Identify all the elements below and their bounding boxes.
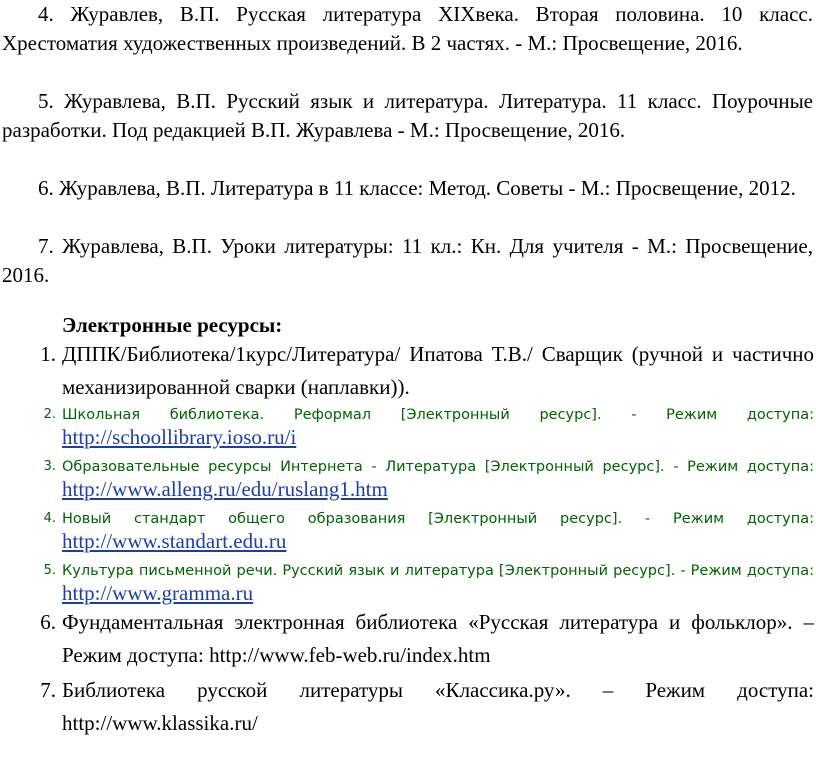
resource-link-gramma[interactable]: http://www.gramma.ru [62, 581, 254, 605]
resource-link-alleng[interactable]: http://www.alleng.ru/edu/ruslang1.htm [62, 477, 388, 501]
electronic-resources-heading: Электронные ресурсы: [62, 313, 283, 337]
resource-number: 3. [43, 459, 56, 474]
resource-text: Культура письменной речи. Русский язык и литература [Электронный ресурс]. - Режим доступа: [62, 563, 814, 579]
resource-item-2 [0, 404, 814, 452]
resource-item-7 [0, 674, 814, 740]
resource-text: Школьная библиотека. Реформал [Электронный ресурс]. - Режим доступа: [62, 407, 814, 423]
resource-item-3 [0, 456, 814, 504]
resource-item-6 [0, 606, 814, 672]
resource-item-4 [0, 508, 814, 556]
resource-text: Библиотека русской литературы «Классика.ру». – Режим доступа: http://www.klassika.ru/ [62, 678, 814, 735]
resource-number: 1. [40, 342, 56, 366]
reference-5: 5. Журавлева, В.П. Русский язык и литература. Литература. 11 класс. Поурочные разработки. Под редакцией В.П. Журавлева - М.: Просвещение, 2016. [2, 89, 813, 142]
resource-text: Новый стандарт общего образования [Электронный ресурс]. - Режим доступа: [62, 511, 814, 527]
resource-item-1 [0, 338, 814, 404]
resource-number: 7. [40, 678, 56, 702]
resource-link-standart[interactable]: http://www.standart.edu.ru [62, 529, 287, 553]
resource-number: 2. [43, 407, 56, 422]
resource-item-5 [0, 560, 814, 608]
resource-number: 6. [40, 610, 56, 634]
resource-text: Образовательные ресурсы Интернета - Литература [Электронный ресурс]. - Режим доступа: [62, 459, 814, 475]
reference-4: 4. Журавлев, В.П. Русская литература XIXвека. Вторая половина. 10 класс. Хрестоматия художественных произведений. В 2 частях. - М.: Просвещение, 2016. [2, 2, 813, 55]
reference-6: 6. Журавлева, В.П. Литература в 11 классе: Метод. Советы - М.: Просвещение, 2012. [38, 176, 796, 200]
reference-7: 7. Журавлева, В.П. Уроки литературы: 11 кл.: Кн. Для учителя - М.: Просвещение, 2016. [2, 234, 813, 287]
resource-number: 5. [43, 563, 56, 578]
resource-text: Фундаментальная электронная библиотека «Русская литература и фольклор». – Режим доступа: http://www.feb-web.ru/index.htm [62, 610, 814, 667]
resource-number: 4. [43, 511, 56, 526]
resource-text: ДППК/Библиотека/1курс/Литература/ Ипатова Т.В./ Сварщик (ручной и частично механизированной сварки (наплавки)). [62, 342, 814, 399]
resource-link-schoollibrary[interactable]: http://schoollibrary.ioso.ru/i [62, 425, 297, 449]
